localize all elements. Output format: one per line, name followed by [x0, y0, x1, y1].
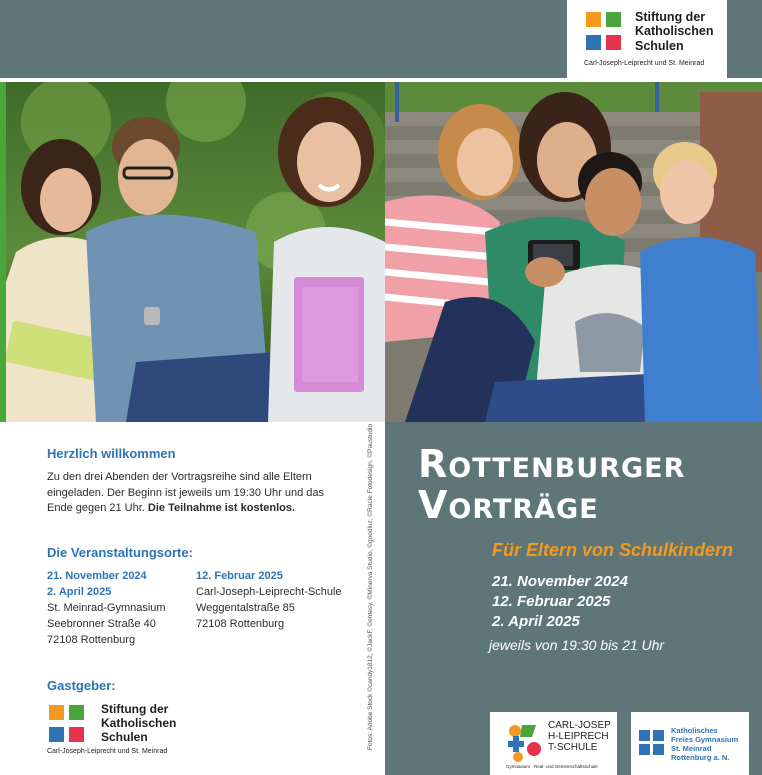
host-logo-subline: Carl-Joseph-Leiprecht und St. Meinrad [47, 748, 168, 755]
subtitle: Für Eltern von Schulkindern [492, 540, 734, 560]
host-logo-name [101, 703, 176, 744]
welcome-text-bold: Die Teilnahme ist kostenlos. [147, 502, 296, 514]
photo-students [6, 82, 385, 422]
host-name-line1: Stiftung der [101, 702, 169, 716]
venue1-city: 72108 Rottenburg [47, 634, 136, 646]
host-square-red [69, 727, 84, 742]
venue1-name: St. Meinrad-Gymnasium [47, 602, 166, 614]
welcome-text-main: Zu den drei Abenden der Vortragsreihe sind alle Eltern eingeladen. Der Beginn ist jeweils um 19:30 Uhr und das Ende gegen 21 Uhr. [47, 471, 324, 514]
event-date-1: 21. November 2024 [492, 573, 628, 590]
logo-name [635, 10, 714, 53]
logo-name-line3: Schulen [635, 38, 684, 53]
meinrad-square-3 [639, 744, 650, 755]
meinrad-square-4 [653, 744, 664, 755]
meinrad-line4: Rottenburg a. N. [671, 753, 730, 762]
event-date-3: 2. April 2025 [492, 613, 580, 630]
meinrad-name [671, 726, 738, 762]
title-line1: Rottenburger [418, 442, 686, 486]
venue2-street: Weggentalstraße 85 [196, 602, 295, 614]
venue2-date1: 12. Februar 2025 [196, 570, 283, 582]
venue2-city: 72108 Rottenburg [196, 618, 285, 630]
logo-square-green [606, 12, 621, 27]
host-name-line3: Schulen [101, 729, 148, 744]
logo-square-red [606, 35, 621, 50]
host-square-green [69, 705, 84, 720]
host-heading: Gastgeber: [47, 678, 116, 693]
school-logo-clp [490, 712, 617, 775]
meinrad-line1: Katholisches [671, 726, 718, 735]
logo-name-line1: Stiftung der [635, 10, 706, 24]
photo-children [385, 82, 762, 422]
meinrad-square-2 [653, 730, 664, 741]
welcome-text [47, 470, 347, 517]
foundation-logo [567, 0, 727, 78]
photo-credits: Fotos: Adobe Stock ©candy1812, ©JackF, ©ehtesy, ©Minerva Studio, ©goodluz, ©Racle Fotodesign, ©Paustudio [367, 423, 374, 750]
clp-emblem-icon [506, 721, 546, 763]
host-name-line2: Katholischen [101, 715, 177, 730]
venue1-street: Seebronner Straße 40 [47, 618, 156, 630]
logo-square-orange [586, 12, 601, 27]
meinrad-line3: St. Meinrad [671, 744, 712, 753]
host-logo [47, 703, 217, 763]
clp-name: CARL-JOSEPH-LEIPRECHT-SCHULE [548, 720, 611, 753]
logo-square-blue [586, 35, 601, 50]
event-time: jeweils von 19:30 bis 21 Uhr [489, 637, 665, 653]
school-logo-meinrad [631, 712, 749, 775]
event-date-2: 12. Februar 2025 [492, 593, 611, 610]
meinrad-line2: Freies Gymnasium [671, 735, 739, 744]
logo-name-line2: Katholischen [635, 24, 714, 39]
venue2-name: Carl-Joseph-Leiprecht-Schule [196, 586, 342, 598]
venues-heading: Die Veranstaltungsorte: [47, 545, 193, 560]
venue1-date1: 21. November 2024 [47, 570, 147, 582]
venue1-date2: 2. April 2025 [47, 586, 112, 598]
title-line2: Vorträge [418, 483, 599, 527]
clp-small-text: Gymnasium · Real- und Gemeinschaftsschule [506, 764, 598, 769]
meinrad-square-1 [639, 730, 650, 741]
welcome-heading: Herzlich willkommen [47, 446, 176, 461]
logo-subline: Carl-Joseph-Leiprecht und St. Meinrad [584, 60, 705, 67]
host-square-blue [49, 727, 64, 742]
host-square-orange [49, 705, 64, 720]
